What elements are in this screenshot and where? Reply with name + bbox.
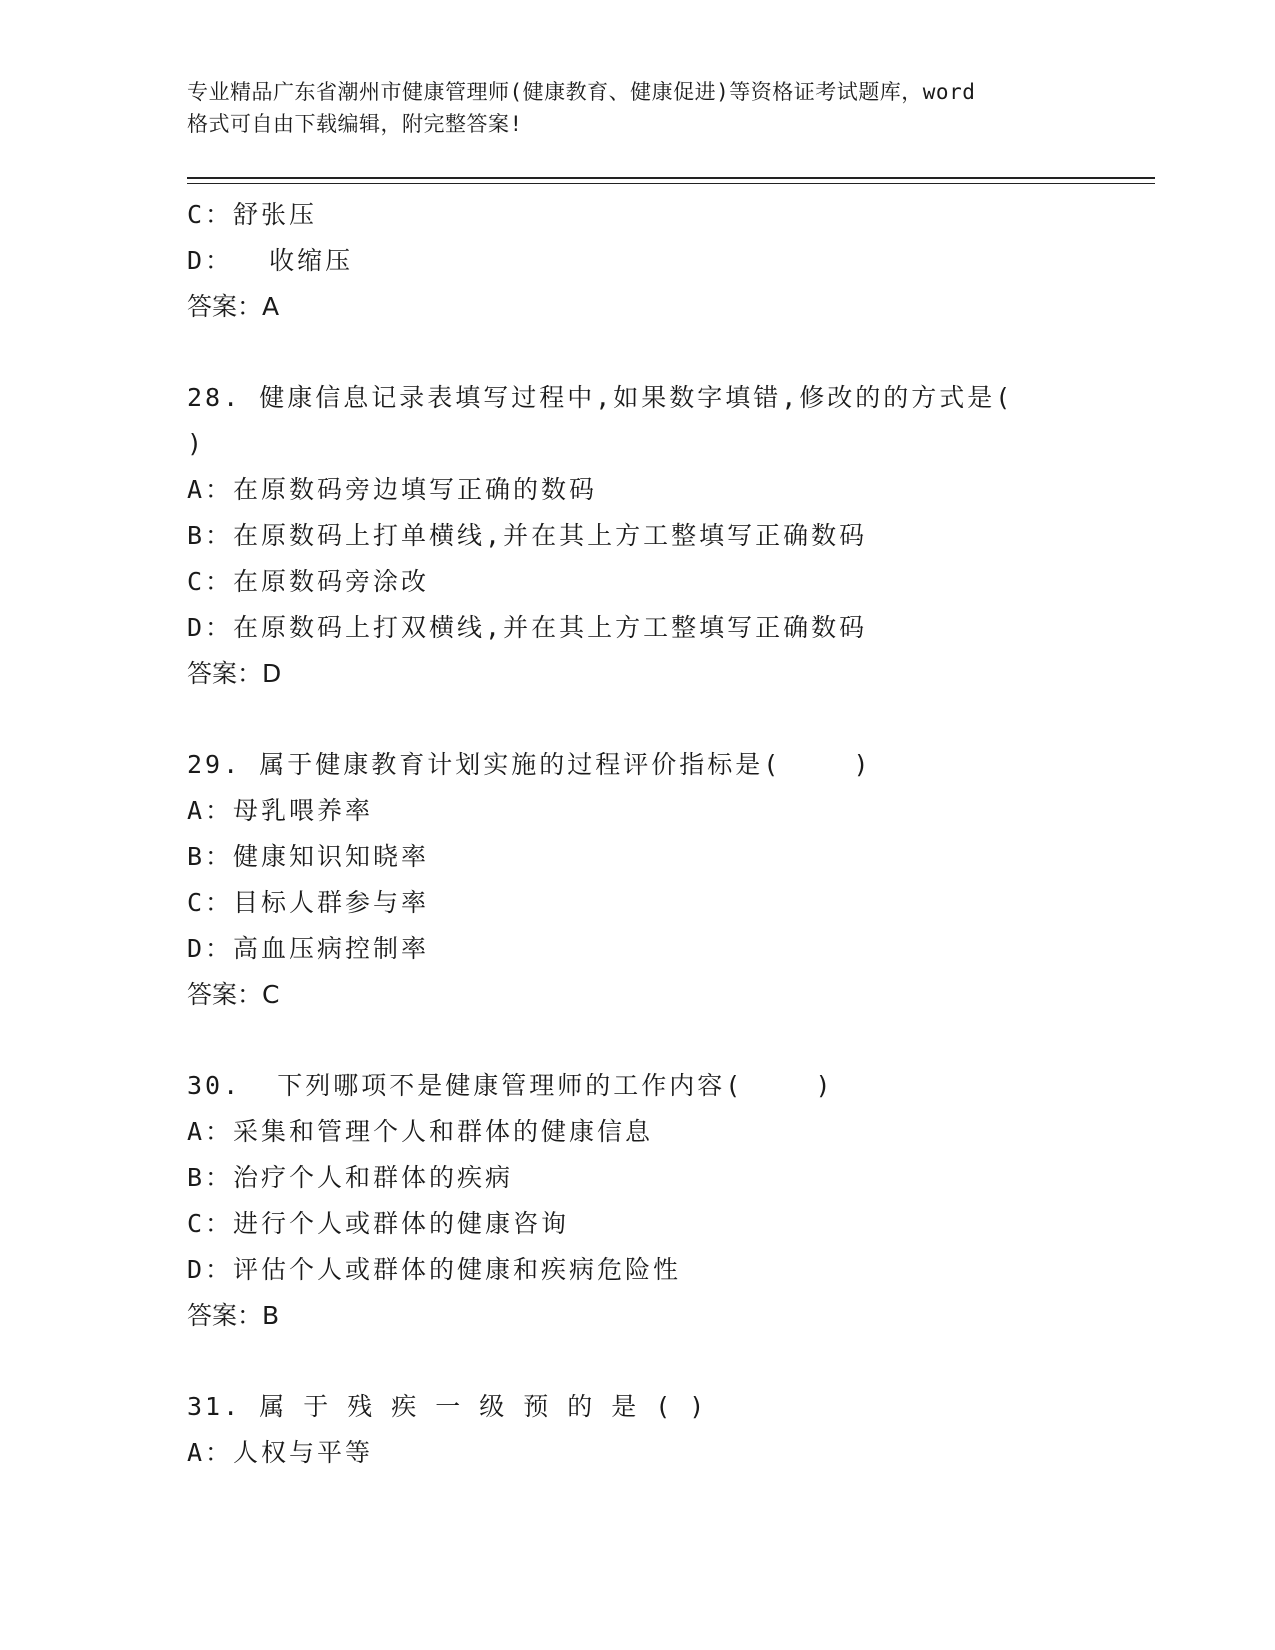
q31-stem bbox=[187, 1384, 1147, 1430]
q31-number: 31. bbox=[187, 1392, 260, 1421]
q30-answer: 答案：B bbox=[187, 1301, 280, 1330]
q28-stem-cont: ) bbox=[187, 429, 206, 458]
q28-option-c: C：在原数码旁涂改 bbox=[187, 567, 430, 596]
q27-option-c: C：舒张压 bbox=[187, 200, 318, 229]
q31-option-a: A：人权与平等 bbox=[187, 1438, 374, 1467]
q28-answer: 答案：D bbox=[187, 659, 282, 688]
q27-option-d: D： 收缩压 bbox=[187, 246, 354, 275]
q31-stem-text: 属于残疾一级预的是() bbox=[259, 1392, 724, 1421]
q29-stem: 29. 属于健康教育计划实施的过程评价指标是( ) bbox=[187, 750, 872, 779]
q28-option-a: A：在原数码旁边填写正确的数码 bbox=[187, 475, 598, 504]
q29-option-a: A：母乳喂养率 bbox=[187, 796, 374, 825]
q29-option-b: B：健康知识知晓率 bbox=[187, 842, 430, 871]
header-line-2: 格式可自由下载编辑，附完整答案! bbox=[187, 112, 523, 136]
q27-answer: 答案：A bbox=[187, 292, 280, 321]
q30-stem: 30. 下列哪项不是健康管理师的工作内容( ) bbox=[187, 1071, 834, 1100]
q30-option-d: D：评估个人或群体的健康和疾病危险性 bbox=[187, 1255, 682, 1284]
q30-option-b: B：治疗个人和群体的疾病 bbox=[187, 1163, 514, 1192]
q28-option-b: B：在原数码上打单横线,并在其上方工整填写正确数码 bbox=[187, 521, 868, 550]
q28-option-d: D：在原数码上打双横线,并在其上方工整填写正确数码 bbox=[187, 613, 868, 642]
header-line-1: 专业精品广东省潮州市健康管理师(健康教育、健康促进)等资格证考试题库，word bbox=[187, 80, 976, 104]
q29-option-d: D：高血压病控制率 bbox=[187, 934, 430, 963]
q28-stem: 28. 健康信息记录表填写过程中,如果数字填错,修改的的方式是( bbox=[187, 383, 1014, 412]
q30-option-a: A：采集和管理个人和群体的健康信息 bbox=[187, 1117, 654, 1146]
question-list bbox=[187, 192, 1147, 1476]
document-header bbox=[187, 76, 1087, 140]
q29-answer: 答案：C bbox=[187, 980, 280, 1009]
q29-option-c: C：目标人群参与率 bbox=[187, 888, 430, 917]
header-divider-thick bbox=[187, 177, 1155, 179]
header-divider-thin bbox=[187, 183, 1155, 184]
q30-option-c: C：进行个人或群体的健康咨询 bbox=[187, 1209, 570, 1238]
